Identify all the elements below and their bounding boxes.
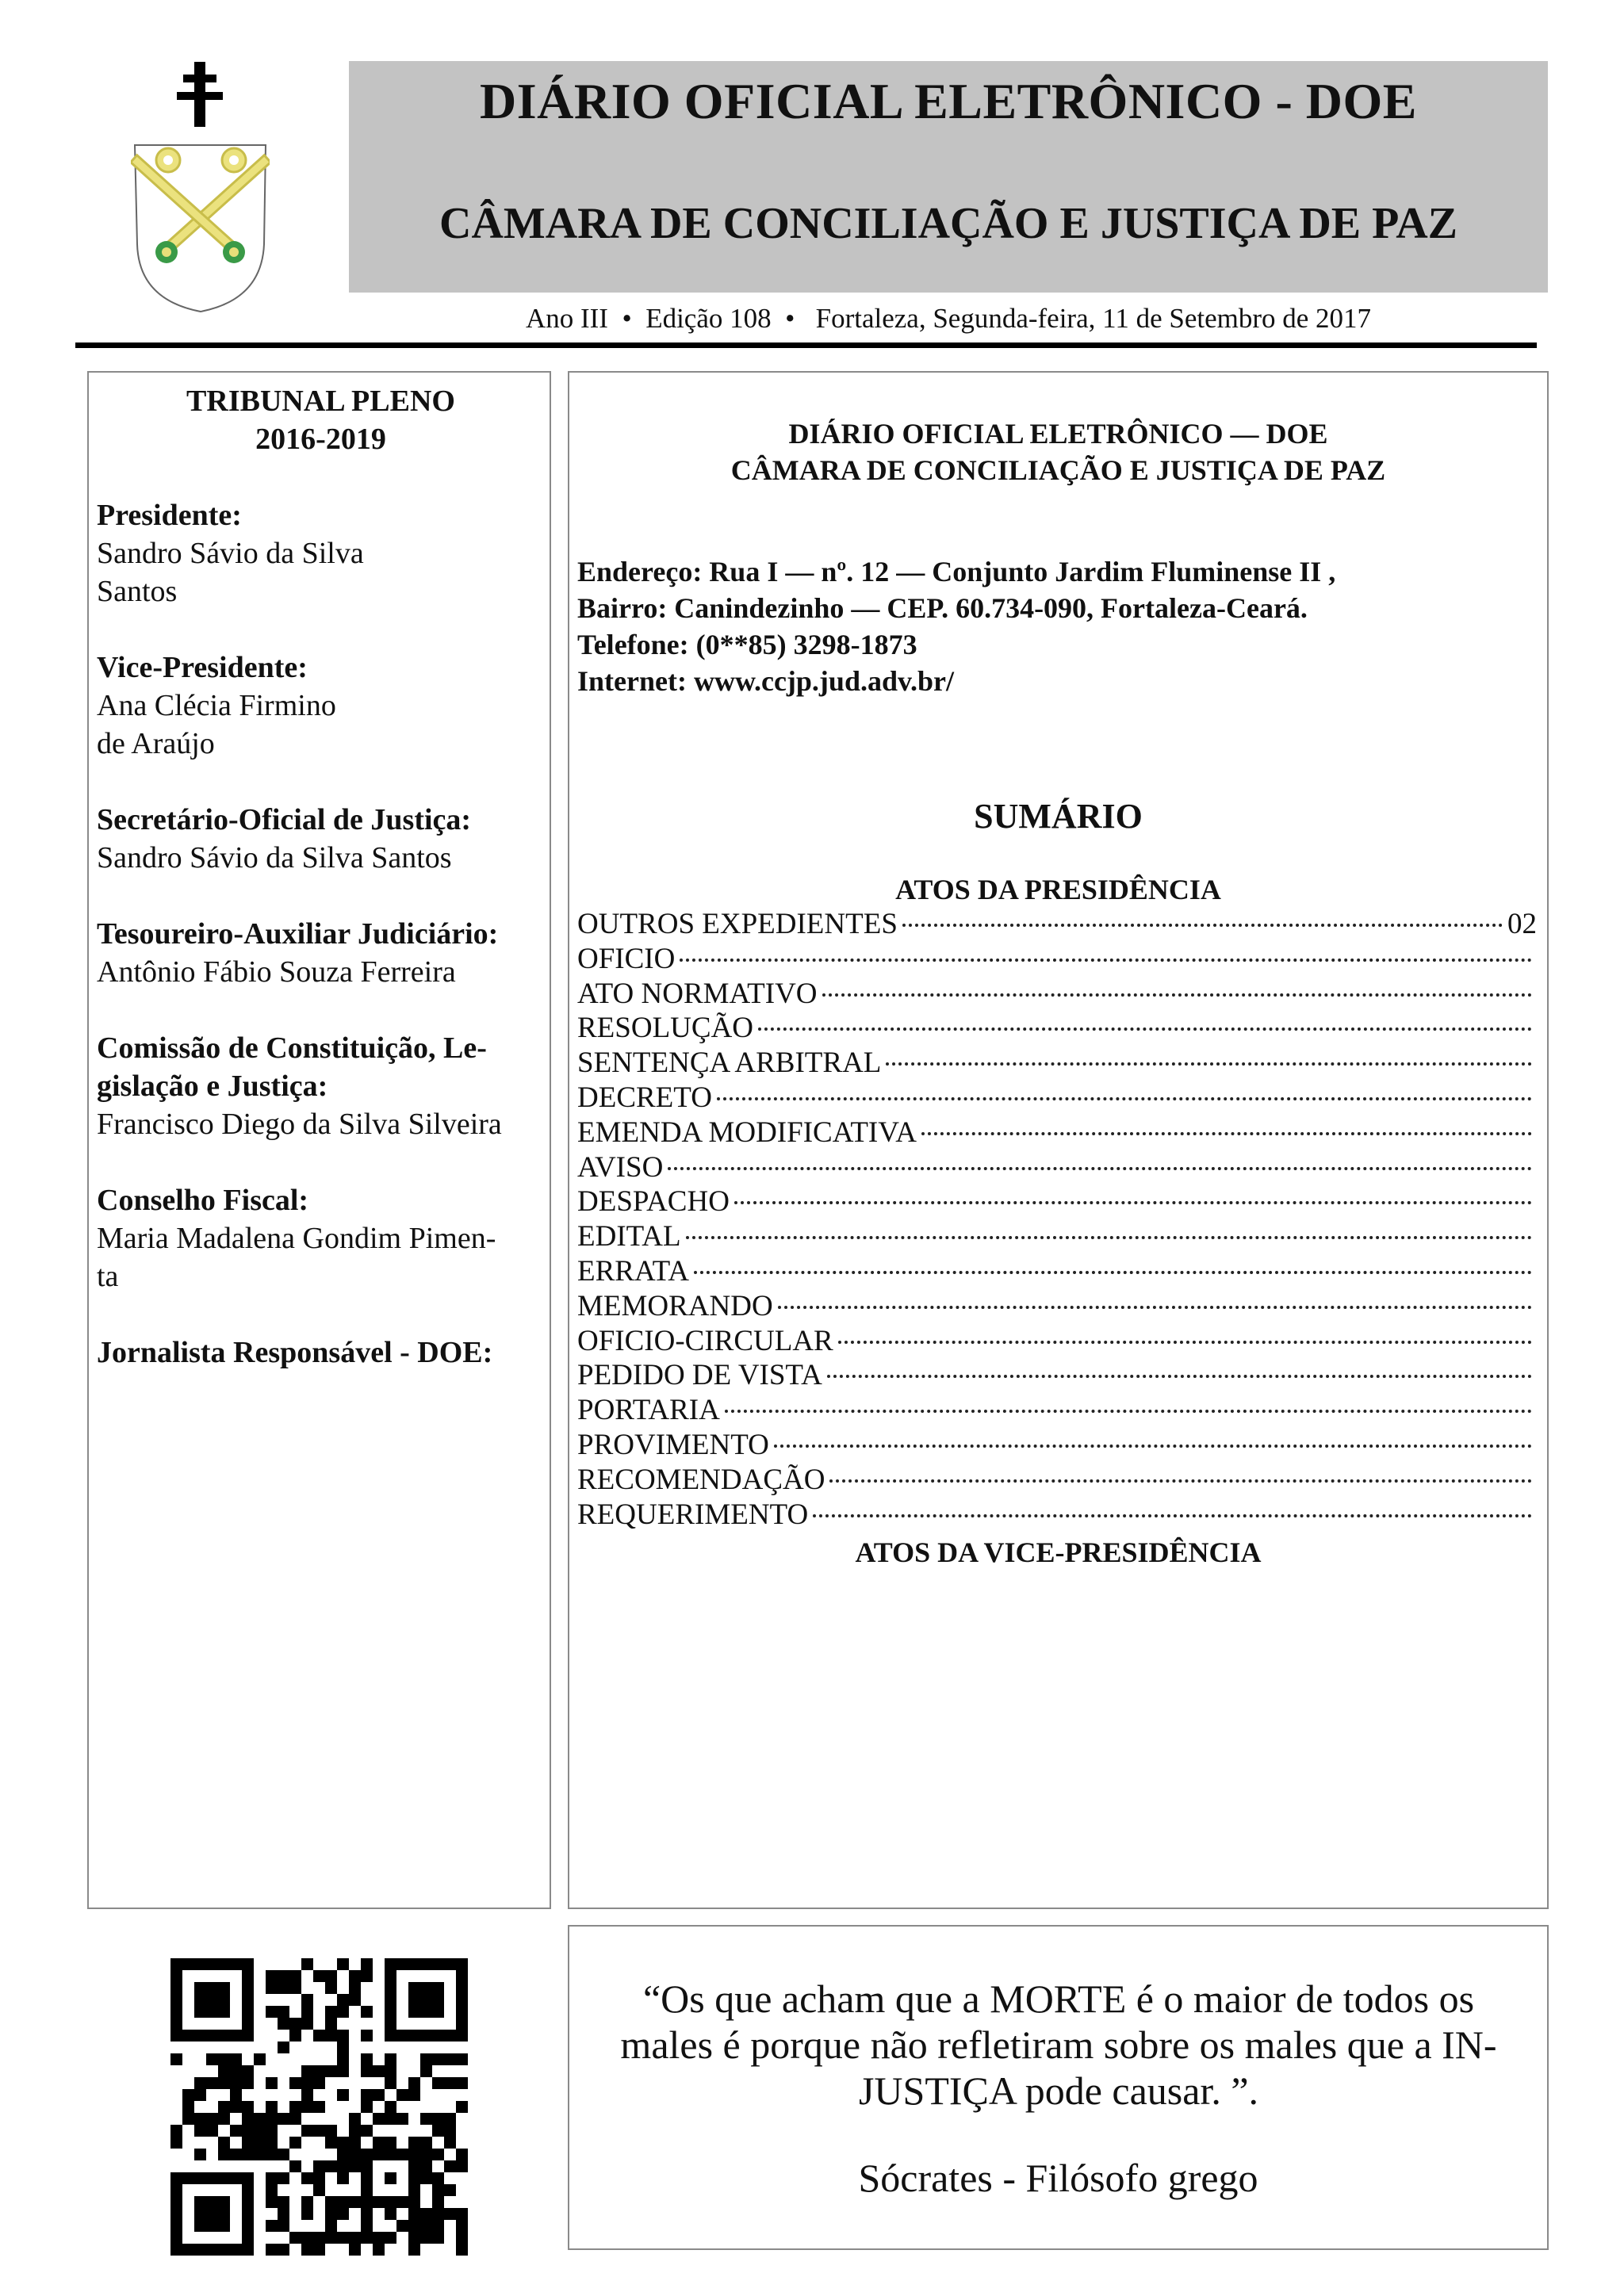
toc-entry[interactable] — [577, 1081, 1537, 1115]
toc-leader-dots — [694, 1271, 1532, 1274]
toc-leader-dots — [902, 924, 1503, 927]
role-block — [97, 496, 545, 610]
toc-leader-dots — [778, 1306, 1532, 1309]
toc-entry[interactable] — [577, 1184, 1537, 1219]
toc-label: REQUERIMENTO — [577, 1498, 809, 1531]
role-label: Secretário-Oficial de Justiça: — [97, 803, 472, 836]
toc-label: AVISO — [577, 1150, 664, 1184]
role-block — [97, 915, 545, 991]
contact-block — [577, 553, 1529, 699]
toc-entry[interactable] — [577, 1358, 1537, 1393]
toc-leader-dots — [813, 1514, 1532, 1517]
quote-author: Sócrates - Filósofo grego — [858, 2156, 1258, 2200]
role-block — [97, 1181, 545, 1295]
coat-of-arms-icon — [131, 62, 270, 316]
toc-label: RESOLUÇÃO — [577, 1012, 754, 1045]
toc-entry[interactable] — [577, 1254, 1537, 1289]
roles-list — [97, 496, 545, 1372]
toc-entry[interactable] — [577, 1324, 1537, 1359]
toc-entry[interactable] — [577, 1011, 1537, 1046]
toc-label: MEMORANDO — [577, 1289, 773, 1322]
toc-label: EDITAL — [577, 1220, 681, 1253]
toc-label: ATO NORMATIVO — [577, 977, 818, 1010]
toc-entry[interactable] — [577, 1219, 1537, 1254]
toc-leader-dots — [774, 1445, 1532, 1448]
role-label: Vice-Presidente: — [97, 651, 308, 684]
toc-entry[interactable] — [577, 1046, 1537, 1081]
masthead-subtitle: CÂMARA DE CONCILIAÇÃO E JUSTIÇA DE PAZ — [439, 199, 1457, 248]
toc-label: PEDIDO DE VISTA — [577, 1359, 822, 1392]
toc-label: PROVIMENTO — [577, 1428, 769, 1461]
role-person: Sandro Sávio da Silva Santos — [97, 841, 452, 874]
toc-leader-dots — [822, 993, 1532, 997]
qr-code-icon — [170, 1958, 468, 2256]
doe-heading-line1: DIÁRIO OFICIAL ELETRÔNICO — DOE — [788, 418, 1328, 450]
edition-line: Ano III • Edição 108 • Fortaleza, Segunda-feira, 11 de Setembro de 2017 — [525, 303, 1372, 334]
address-line: Bairro: Canindezinho — CEP. 60.734-090, Fortaleza-Ceará. — [577, 592, 1308, 624]
toc-label: OFICIO — [577, 942, 676, 975]
toc-label: DECRETO — [577, 1081, 712, 1114]
toc-entry[interactable] — [577, 977, 1537, 1012]
toc-page-number: 02 — [1507, 908, 1537, 940]
tribunal-title: TRIBUNAL PLENO — [186, 385, 455, 418]
toc-leader-dots — [725, 1410, 1532, 1413]
role-person: Ana Clécia Firmino de Araújo — [97, 689, 336, 760]
header-divider — [75, 342, 1537, 348]
toc-leader-dots — [838, 1341, 1532, 1344]
toc-entry[interactable] — [577, 1115, 1537, 1150]
toc-entry[interactable] — [577, 907, 1537, 942]
toc-entry[interactable] — [577, 1428, 1537, 1463]
toc-label: EMENDA MODIFICATIVA — [577, 1115, 917, 1149]
toc-label: DESPACHO — [577, 1185, 730, 1219]
role-label: Comissão de Constituição, Le- gislação e Justiça: — [97, 1031, 487, 1103]
tribunal-period: 2016-2019 — [255, 423, 386, 456]
summary-title: SUMÁRIO — [974, 797, 1143, 836]
toc-entry[interactable] — [577, 942, 1537, 977]
toc-leader-dots — [921, 1132, 1532, 1135]
toc-entry[interactable] — [577, 1289, 1537, 1324]
doe-heading-line2: CÂMARA DE CONCILIAÇÃO E JUSTIÇA DE PAZ — [730, 454, 1386, 486]
role-person: Sandro Sávio da Silva Santos — [97, 537, 364, 608]
role-label: Jornalista Responsável - DOE: — [97, 1336, 493, 1369]
role-block — [97, 1334, 545, 1372]
masthead-title: DIÁRIO OFICIAL ELETRÔNICO - DOE — [480, 73, 1417, 129]
table-of-contents — [577, 907, 1537, 1532]
toc-entry[interactable] — [577, 1150, 1537, 1185]
toc-label: OUTROS EXPEDIENTES — [577, 908, 898, 940]
tribunal-pleno-panel — [97, 382, 545, 1372]
address-line: Endereço: Rua I — nº. 12 — Conjunto Jardim Fluminense II , — [577, 556, 1336, 587]
role-block — [97, 649, 545, 763]
toc-entry[interactable] — [577, 1393, 1537, 1428]
toc-leader-dots — [827, 1375, 1532, 1378]
toc-entry[interactable] — [577, 1498, 1537, 1533]
role-block — [97, 1029, 545, 1143]
role-block — [97, 801, 545, 877]
toc-leader-dots — [829, 1479, 1532, 1483]
role-label: Conselho Fiscal: — [97, 1184, 309, 1217]
toc-leader-dots — [686, 1236, 1532, 1239]
toc-leader-dots — [734, 1201, 1532, 1204]
doe-heading — [568, 415, 1549, 488]
toc-leader-dots — [758, 1027, 1532, 1031]
toc-label: SENTENÇA ARBITRAL — [577, 1047, 882, 1080]
toc-leader-dots — [886, 1062, 1532, 1066]
toc-leader-dots — [668, 1167, 1532, 1170]
toc-label: RECOMENDAÇÃO — [577, 1463, 825, 1496]
phone-line: Telefone: (0**85) 3298-1873 — [577, 629, 917, 660]
toc-label: ERRATA — [577, 1254, 689, 1288]
role-person: Maria Madalena Gondim Pimen- ta — [97, 1222, 496, 1293]
toc-leader-dots — [680, 959, 1532, 962]
role-label: Presidente: — [97, 499, 242, 532]
website-line: Internet: www.ccjp.jud.adv.br/ — [577, 665, 954, 697]
toc-label: OFICIO-CIRCULAR — [577, 1324, 833, 1357]
toc-label: PORTARIA — [577, 1394, 720, 1427]
role-label: Tesoureiro-Auxiliar Judiciário: — [97, 917, 499, 951]
toc-entry[interactable] — [577, 1463, 1537, 1498]
quote-text: “Os que acham que a MORTE é o maior de todos os males é porque não refletiram sobre os males que a IN- JUSTIÇA pode causar. ”. — [620, 1976, 1497, 2113]
role-person: Antônio Fábio Souza Ferreira — [97, 955, 456, 989]
section-atos-vice-presidencia: ATOS DA VICE-PRESIDÊNCIA — [855, 1536, 1262, 1568]
section-atos-presidencia: ATOS DA PRESIDÊNCIA — [895, 874, 1221, 905]
toc-leader-dots — [717, 1097, 1532, 1100]
role-person: Francisco Diego da Silva Silveira — [97, 1108, 502, 1141]
